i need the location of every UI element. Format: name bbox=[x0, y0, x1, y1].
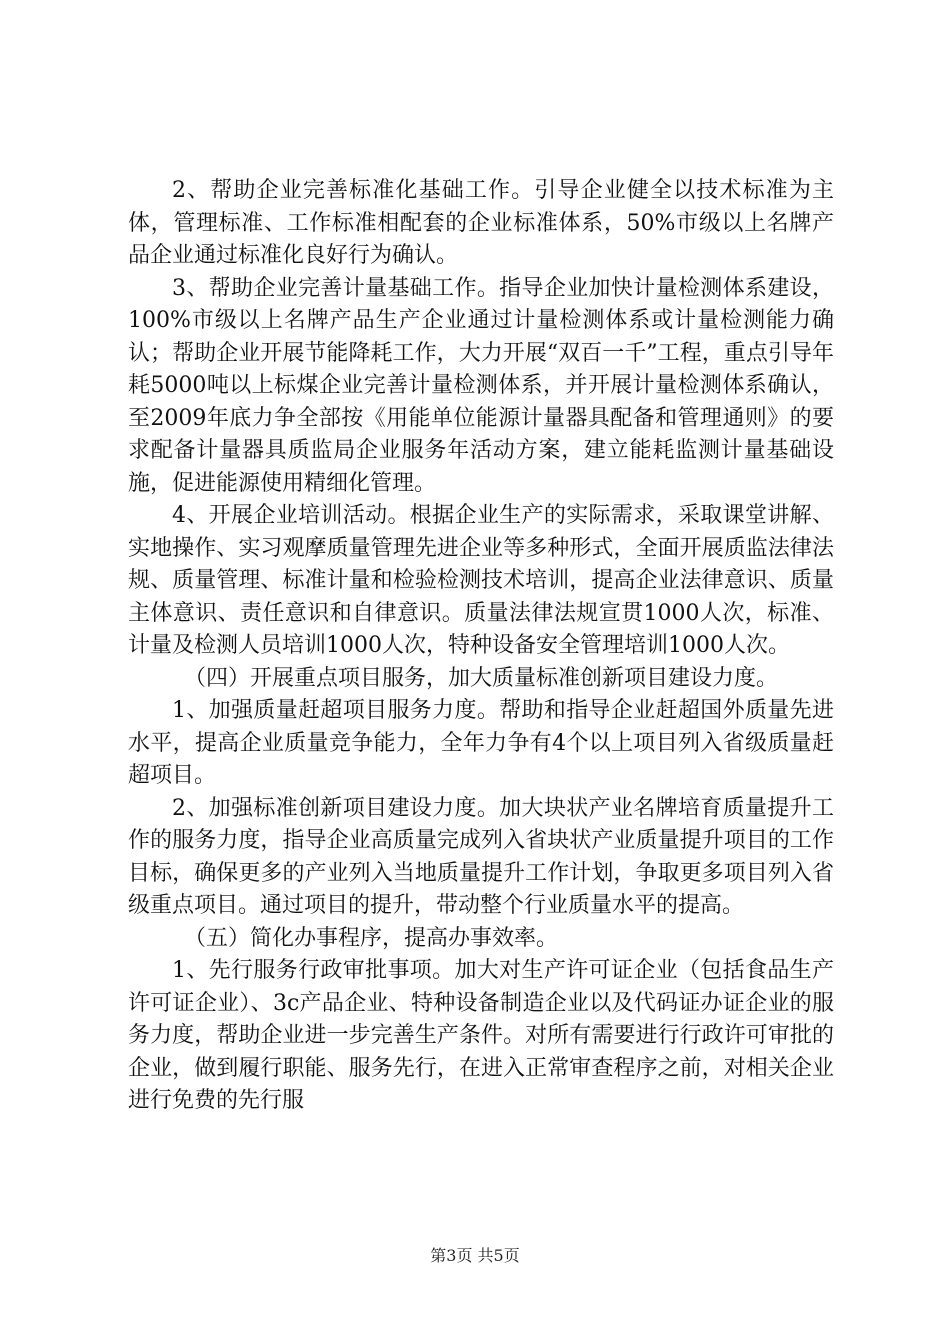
paragraph-training: 4、开展企业培训活动。根据企业生产的实际需求，采取课堂讲解、实地操作、实习观摩质量管理先进企业等多种形式，全面开展质监法律法规、质量管理、标准计量和检验检测技术培训，提高企业法律意识、质量主体意识、责任意识和自律意识。质量法律法规宣贯1000人次，标准、计量及检测人员培训1000人次，特种设备安全管理培训1000人次。 bbox=[128, 503, 834, 658]
paragraph-standardization: 2、帮助企业完善标准化基础工作。引导企业健全以技术标准为主体，管理标准、工作标准相配套的企业标准体系，50%市级以上名牌产品企业通过标准化良好行为确认。 bbox=[128, 178, 834, 268]
paragraph-administrative-approval: 1、先行服务行政审批事项。加大对生产许可证企业（包括食品生产许可证企业）、3c产品企业、特种设备制造企业以及代码证办证企业的服务力度，帮助企业进一步完善生产条件。对所有需要进行行政许可审批的企业，做到履行职能、服务先行，在进入正常审查程序之前，对相关企业进行免费的先行服 bbox=[128, 958, 834, 1113]
document-body bbox=[128, 175, 834, 1118]
paragraph-metrology: 3、帮助企业完善计量基础工作。指导企业加快计量检测体系建设，100%市级以上名牌产品生产企业通过计量检测体系或计量检测能力确认；帮助企业开展节能降耗工作，大力开展“双百一千”工程，重点引导年耗5000吨以上标煤企业完善计量检测体系，并开展计量检测体系确认，至2009年底力争全部按《用能单位能源计量器具配备和管理通则》的要求配备计量器具质监局企业服务年活动方案，建立能耗监测计量基础设施，促进能源使用精细化管理。 bbox=[128, 275, 834, 496]
paragraph-quality-catch-up: 1、加强质量赶超项目服务力度。帮助和指导企业赶超国外质量先进水平，提高企业质量竞争能力，全年力争有4个以上项目列入省级质量赶超项目。 bbox=[128, 698, 834, 788]
section-heading-simplify-procedures: （五）简化办事程序，提高办事效率。 bbox=[184, 925, 559, 951]
section-heading-key-projects: （四）开展重点项目服务，加大质量标准创新项目建设力度。 bbox=[184, 665, 779, 691]
paragraph-standard-innovation: 2、加强标准创新项目建设力度。加大块状产业名牌培育质量提升工作的服务力度，指导企业高质量完成列入省块状产业质量提升项目的工作目标，确保更多的产业列入当地质量提升工作计划，争取更多项目列入省级重点项目。通过项目的提升，带动整个行业质量水平的提高。 bbox=[128, 795, 834, 918]
page-number-footer: 第3页 共5页 bbox=[430, 1246, 520, 1265]
